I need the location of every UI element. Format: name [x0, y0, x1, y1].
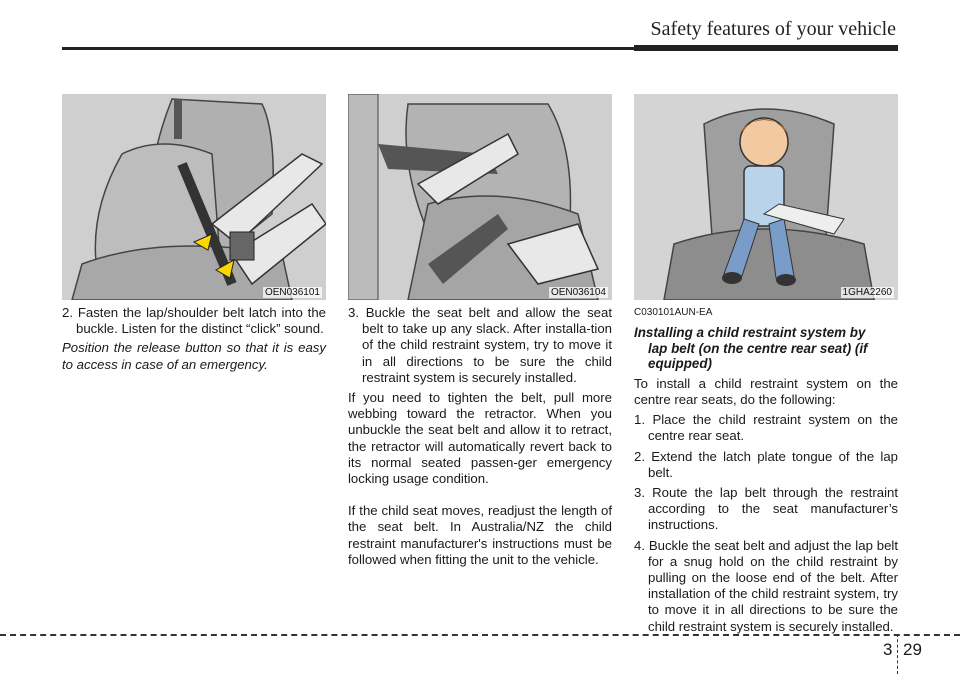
figure-child-seat [634, 94, 898, 300]
step-3: 3. Route the lap belt through the restraint according to the seat manufacturer’s instructions. [634, 484, 898, 533]
section-heading: Installing a child restraint system by lap belt (on the centre rear seat) (if equipped) [634, 325, 868, 372]
step-3: 3. Buckle the seat belt and allow the seat belt to take up any slack. After installa-tion of the child restraint system, try to move it in all directions to be sure the child restraint system is securely installed. [348, 305, 612, 385]
figure-code: 1GHA2260 [842, 287, 892, 298]
column-left [62, 305, 326, 377]
page-header-title: Safety features of your vehicle [650, 18, 896, 40]
page-number-separator [897, 634, 898, 674]
column-middle [348, 305, 612, 572]
column-right [634, 305, 898, 639]
release-button-note: Position the release button so that it is easy to access in case of an emergency. [62, 340, 326, 372]
hand-pulling-seat-belt-illustration [348, 94, 612, 300]
intro-paragraph: To install a child restraint system on the centre rear seats, do the following: [634, 375, 898, 407]
tighten-belt-paragraph: If you need to tighten the belt, pull more webbing toward the retractor. When you unbuckle the seat belt and allow it to retract, the retractor will automatically revert back to its normal seated passen-ger emergency locking usage condition. [348, 390, 612, 487]
step-2: 2. Fasten the lap/shoulder belt latch into the buckle. Listen for the distinct “click” sound. [62, 305, 326, 337]
step-1: 1. Place the child restraint system on the centre rear seat. [634, 412, 898, 444]
section-number: 3 [883, 640, 893, 659]
step-2: 2. Extend the latch plate tongue of the lap belt. [634, 448, 898, 480]
header-rule-accent [634, 45, 898, 51]
figure-belt-tighten [348, 94, 612, 300]
hands-fastening-belt-latch-illustration [62, 94, 326, 300]
child-in-booster-seat-illustration [634, 94, 898, 300]
section-code: C030101AUN-EA [634, 307, 713, 318]
figure-code: OEN036104 [550, 287, 606, 298]
figure-code: OEN036101 [264, 287, 320, 298]
figure-belt-latch [62, 94, 326, 300]
page-number: 29 [903, 640, 922, 659]
step-4: 4. Buckle the seat belt and adjust the lap belt for a snug hold on the child restraint by pulling on the loose end of the belt. After installation of the child restraint system, try to move it in all directions to be sure the child restraint system is securely installed. [634, 537, 898, 634]
readjust-paragraph: If the child seat moves, readjust the length of the seat belt. In Australia/NZ the child restraint manufacturer's instructions must be followed when fitting the unit to the vehicle. [348, 503, 612, 567]
footer-rule [0, 634, 960, 636]
